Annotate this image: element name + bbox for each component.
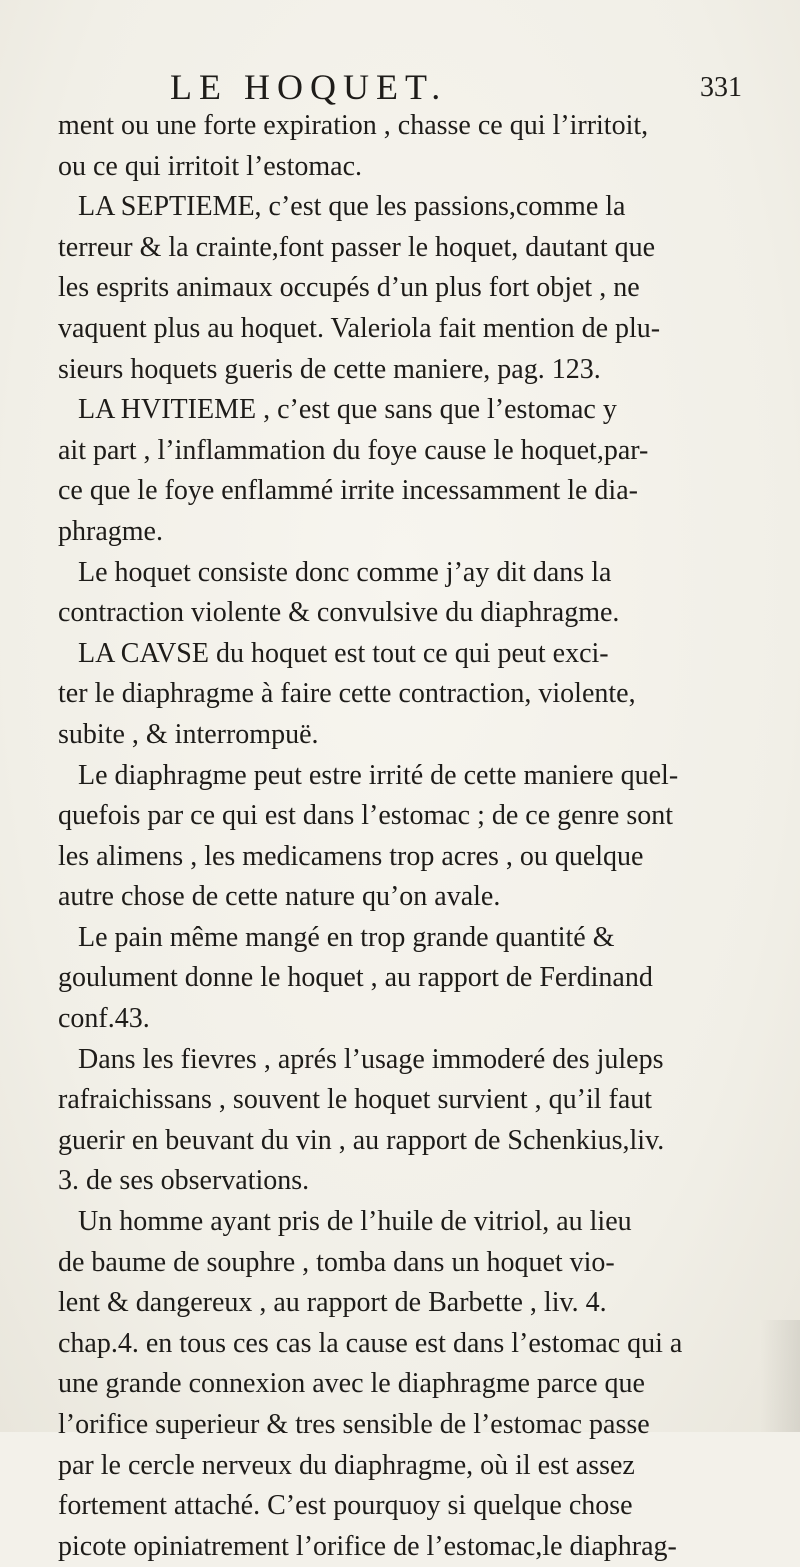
text-line: les alimens , les medicamens trop acres , ou quelque	[58, 840, 644, 872]
text-line: 3. de ses observations.	[58, 1165, 310, 1197]
text-line: goulument donne le hoquet , au rapport de Ferdinand	[58, 962, 653, 994]
text-line: subite , & interrompuë.	[58, 718, 319, 750]
text-line: LA SEPTIEME, c’est que les passions,comme la	[78, 191, 626, 223]
text-line: ait part , l’inflammation du foye cause le hoquet,par-	[58, 434, 649, 466]
text-line: de baume de souphre , tomba dans un hoquet vio-	[58, 1246, 615, 1278]
body-text	[58, 106, 768, 1567]
text-line: Le diaphragme peut estre irrité de cette maniere quel-	[78, 759, 679, 791]
text-line: par le cercle nerveux du diaphragme, où il est assez	[58, 1449, 635, 1481]
text-line: lent & dangereux , au rapport de Barbette , liv. 4.	[58, 1287, 607, 1319]
text-line: autre chose de cette nature qu’on avale.	[58, 881, 501, 913]
running-title: LE HOQUET.	[170, 67, 448, 107]
text-line: Le pain même mangé en trop grande quantité &	[78, 921, 615, 953]
text-line: vaquent plus au hoquet. Valeriola fait mention de plu-	[58, 312, 661, 344]
page-number: 331	[700, 72, 742, 103]
text-line: rafraichissans , souvent le hoquet survient , qu’il faut	[58, 1084, 653, 1116]
text-line: Le hoquet consiste donc comme j’ay dit dans la	[78, 556, 612, 588]
text-line: ter le diaphragme à faire cette contraction, violente,	[58, 678, 636, 710]
text-line: ment ou une forte expiration , chasse ce qui l’irritoit,	[58, 110, 649, 141]
text-line: contraction violente & convulsive du diaphragme.	[58, 597, 620, 629]
page-edge-shadow	[760, 1320, 800, 1432]
text-line: fortement attaché. C’est pourquoy si quelque chose	[58, 1490, 633, 1522]
text-line: ou ce qui irritoit l’estomac.	[58, 150, 363, 182]
text-line: ce que le foye enflammé irrite incessamment le dia-	[58, 475, 638, 507]
text-line: Dans les fievres , aprés l’usage immoderé des juleps	[78, 1043, 664, 1075]
text-line: les esprits animaux occupés d’un plus fort objet , ne	[58, 272, 640, 304]
text-line: phragme.	[58, 515, 163, 547]
text-line: l’orifice superieur & tres sensible de l’estomac passe	[58, 1409, 650, 1440]
page-header	[170, 66, 750, 108]
text-line: conf.43.	[58, 1003, 150, 1035]
text-line: terreur & la crainte,font passer le hoquet, dautant que	[58, 231, 656, 263]
text-line: chap.4. en tous ces cas la cause est dans l’estomac qui a	[58, 1327, 683, 1359]
text-line: picote opiniatrement l’orifice de l’estomac,le diaphrag-	[58, 1530, 677, 1562]
text-line: sieurs hoquets gueris de cette maniere, pag. 123.	[58, 353, 601, 385]
text-line: Un homme ayant pris de l’huile de vitriol, au lieu	[78, 1206, 632, 1238]
text-line: guerir en beuvant du vin , au rapport de Schenkius,liv.	[58, 1124, 665, 1156]
text-line: LA CAVSE du hoquet est tout ce qui peut exci-	[78, 637, 609, 669]
text-line: une grande connexion avec le diaphragme parce que	[58, 1368, 645, 1400]
text-line: quefois par ce qui est dans l’estomac ; de ce genre sont	[58, 800, 674, 832]
text-line: LA HVITIEME , c’est que sans que l’estomac y	[78, 394, 617, 426]
